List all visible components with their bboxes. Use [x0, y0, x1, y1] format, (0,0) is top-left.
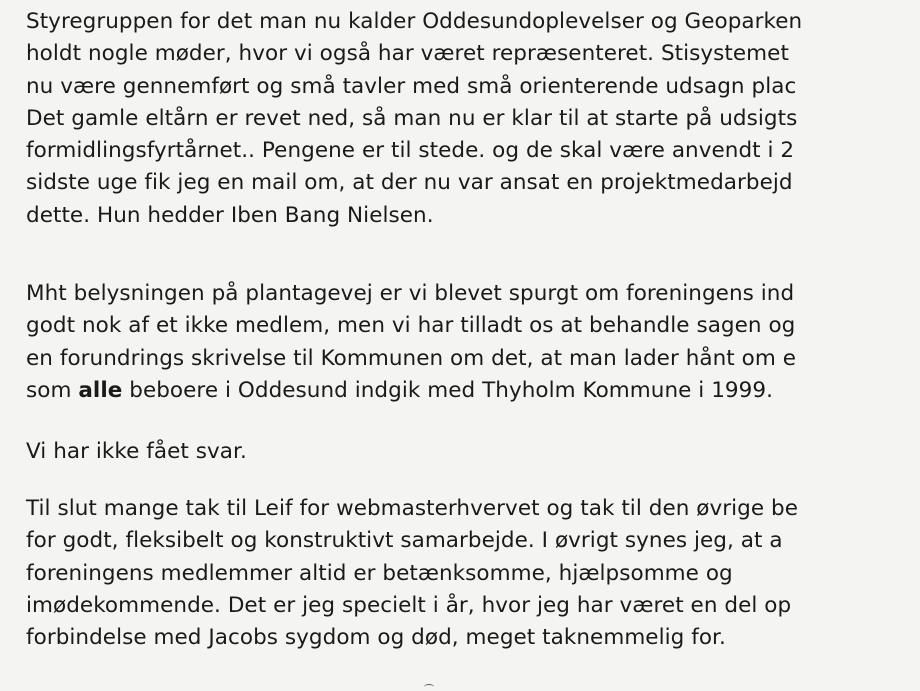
text-line: Styregruppen for det man nu kalder Oddesundoplevelser og Geoparken: [26, 9, 803, 34]
text-line: nu være gennemført og små tavler med små orienterende udsagn plac: [26, 73, 797, 99]
text-line: for godt, fleksibelt og konstruktivt samarbejde. I øvrigt synes jeg, at a: [26, 528, 783, 554]
text-line: holdt nogle møder, hvor vi også har været repræsenteret. Stisystemet: [26, 41, 789, 67]
paragraph-styregruppen: [26, 6, 802, 232]
text-line: godt nok af et ikke medlem, men vi har tilladt os at behandle sagen og: [26, 313, 796, 339]
text-line: forbindelse med Jacobs sygdom og død, meget taknemmelig for.: [26, 625, 726, 651]
text-segment: som: [26, 377, 79, 403]
text-line: Vi har ikke fået svar.: [26, 439, 247, 464]
paragraph-belysning: [26, 278, 796, 407]
paragraph-tak: [26, 493, 798, 654]
text-line: imødekommende. Det er jeg specielt i år, hvor jeg har været en del op: [26, 592, 792, 618]
text-line: dette. Hun hedder Iben Bang Nielsen.: [26, 202, 434, 228]
text-line: Til slut mange tak til Leif for webmasterhvervet og tak til den øvrige be: [26, 496, 799, 521]
cut-off-glyph-mark: [424, 684, 434, 690]
paragraph-svar: [26, 436, 247, 468]
text-line-with-bold: [26, 375, 796, 407]
text-line: formidlingsfyrtårnet.. Pengene er til stede. og de skal være anvendt i 2: [26, 138, 795, 164]
text-line: sidste uge fik jeg en mail om, at der nu var ansat en projektmedarbejd: [26, 170, 793, 196]
text-line: Mht belysningen på plantagevej er vi blevet spurgt om foreningens ind: [26, 281, 795, 306]
bold-word-alle: alle: [78, 377, 123, 403]
text-segment: beboere i Oddesund indgik med Thyholm Kommune i 1999.: [122, 377, 773, 403]
text-line: foreningens medlemmer altid er betænksomme, hjælpsomme og: [26, 560, 733, 586]
text-line: Det gamle eltårn er revet ned, så man nu er klar til at starte på udsigts: [26, 105, 798, 131]
text-line: en forundrings skrivelse til Kommunen om det, at man lader hånt om e: [26, 345, 797, 371]
